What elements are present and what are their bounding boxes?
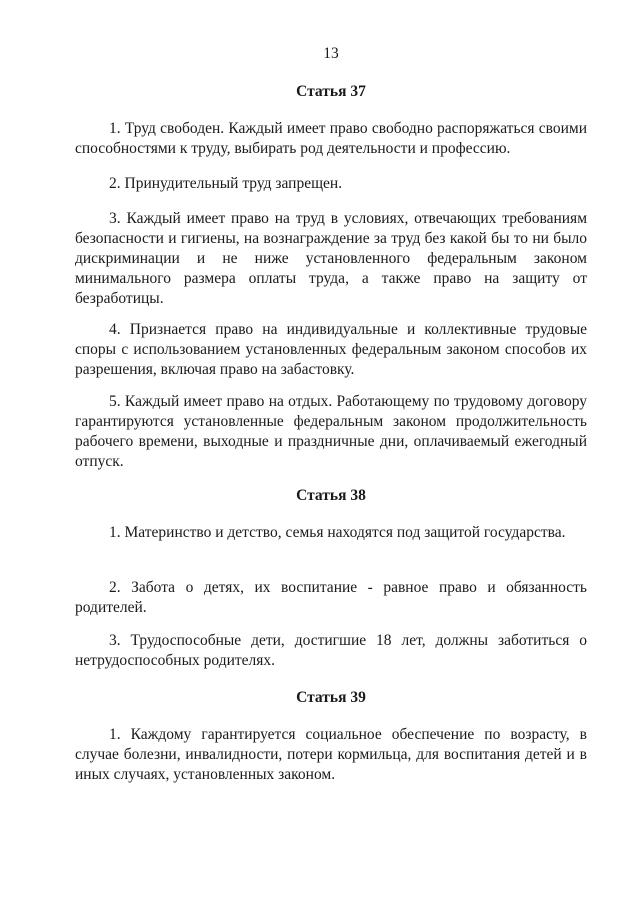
article-39-paragraph-1: 1. Каждому гарантируется социальное обеспечение по возрасту, в случае болезни, инвалидности, потери кормильца, для воспитания детей и в иных случаях, установленных законом. [75, 726, 587, 783]
article-37-paragraph-5: 5. Каждый имеет право на отдых. Работающему по трудовому договору гарантируются установленные федеральным законом продолжительность рабочего времени, выходные и праздничные дни, оплачиваемый ежегодный отпуск. [75, 393, 587, 470]
article-37-paragraph-3: 3. Каждый имеет право на труд в условиях, отвечающих требованиям безопасности и гигиены, на вознаграждение за труд без какой бы то ни было дискриминации и не ниже установленного федеральным законом минимального размера оплаты труда, а также право на защиту от безработицы. [75, 210, 587, 307]
article-38-paragraph-1: 1. Материнство и детство, семья находятся под защитой государства. [109, 524, 566, 541]
article-39-title: Статья 39 [296, 689, 366, 706]
article-37-paragraph-4: 4. Признается право на индивидуальные и коллективные трудовые споры с использованием установленных федеральным законом способов их разрешения, включая право на забастовку. [75, 321, 587, 378]
article-38-paragraph-2: 2. Забота о детях, их воспитание - равное право и обязанность родителей. [75, 579, 587, 616]
article-37-title: Статья 37 [296, 83, 366, 100]
article-38-paragraph-3: 3. Трудоспособные дети, достигшие 18 лет, должны заботиться о нетрудоспособных родителях. [75, 632, 587, 669]
page-number: 13 [323, 45, 339, 62]
article-38-title: Статья 38 [296, 487, 366, 504]
article-37-paragraph-1: 1. Труд свободен. Каждый имеет право свободно распоряжаться своими способностями к труду, выбирать род деятельности и профессию. [75, 120, 587, 157]
article-37-paragraph-2: 2. Принудительный труд запрещен. [109, 175, 343, 192]
